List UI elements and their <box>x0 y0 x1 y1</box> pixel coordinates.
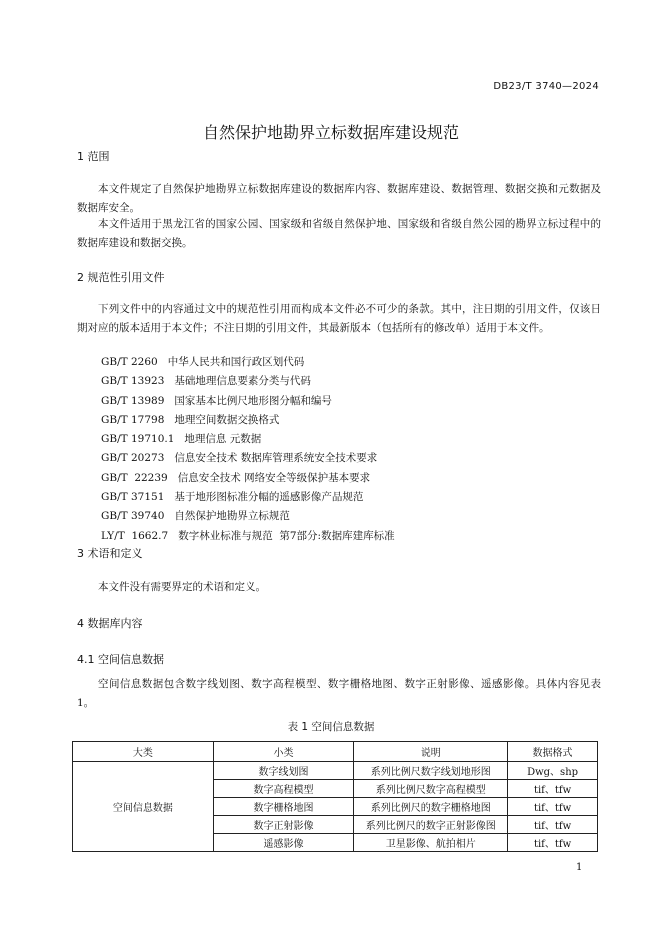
table-caption: 表 1 空间信息数据 <box>287 721 375 733</box>
desc-cell: 系列比例尺数字线划地形图 <box>354 762 508 780</box>
section-4-heading: 4 数据库内容 <box>77 617 143 630</box>
reference-item: GB/T 37151 基于地形图标准分幅的遥感影像产品规范 <box>101 491 364 504</box>
reference-item: GB/T 2260 中华人民共和国行政区划代码 <box>101 356 305 368</box>
format-cell: tif、tfw <box>508 798 598 816</box>
normative-intro: 下列文件中的内容通过文中的规范性引用而构成本文件必不可少的条款。其中，注日期的引用文件，仅该日期对应的版本适用于本文件；不注日期的引用文件，其最新版本（包括所有的修改单）适用于本文件。 <box>77 303 601 334</box>
section-1-heading: 1 范围 <box>77 150 110 163</box>
document-title: 自然保护地勘界立标数据库建设规范 <box>202 123 459 142</box>
reference-item: GB/T 20273 信息安全技术 数据库管理系统安全技术要求 <box>101 452 378 465</box>
scope-paragraph-1: 本文件规定了自然保护地勘界立标数据库建设的数据库内容、数据库建设、数据管理、数据交换和元数据及数据库安全。 <box>77 183 601 214</box>
reference-list <box>101 353 395 546</box>
format-cell: Dwg、shp <box>508 762 598 780</box>
content-paragraph: 空间信息数据包含数字线划图、数字高程模型、数字栅格地图、数字正射影像、遥感影像。具体内容见表 1。 <box>77 678 601 709</box>
header-format: 数据格式 <box>508 742 598 762</box>
format-cell: tif、tfw <box>508 816 598 834</box>
sub-cell: 遥感影像 <box>213 834 354 852</box>
spatial-data-table <box>72 741 598 852</box>
header-category: 大类 <box>73 742 214 762</box>
reference-item: LY/T 1662.7 数字林业标准与规范 第7部分:数据库建库标准 <box>101 529 395 542</box>
sub-cell: 数字正射影像 <box>213 816 354 834</box>
sub-cell: 数字栅格地图 <box>213 798 354 816</box>
reference-item: GB/T 17798 地理空间数据交换格式 <box>101 413 280 426</box>
reference-item: GB/T 13989 国家基本比例尺地形图分幅和编号 <box>101 394 332 407</box>
terms-paragraph: 本文件没有需要界定的术语和定义。 <box>98 581 266 593</box>
header-description: 说明 <box>354 742 508 762</box>
section-3-heading: 3 术语和定义 <box>77 547 143 560</box>
page-number: 1 <box>576 862 583 873</box>
standard-code: DB23/T 3740—2024 <box>493 81 599 92</box>
section-2-heading: 2 规范性引用文件 <box>77 271 165 284</box>
table-header-row <box>73 742 598 762</box>
reference-item: GB/T 22239 信息安全技术 网络安全等级保护基本要求 <box>101 471 371 484</box>
reference-item: GB/T 13923 基础地理信息要素分类与代码 <box>101 375 311 388</box>
scope-paragraph-2: 本文件适用于黑龙江省的国家公园、国家级和省级自然保护地、国家级和省级自然公园的勘界立标过程中的数据库建设和数据交换。 <box>77 218 601 249</box>
desc-cell: 卫星影像、航拍相片 <box>354 834 508 852</box>
desc-cell: 系列比例尺的数字正射影像图 <box>354 816 508 834</box>
sub-cell: 数字线划图 <box>213 762 354 780</box>
group-cell: 空间信息数据 <box>73 762 214 852</box>
reference-item: GB/T 19710.1 地理信息 元数据 <box>101 433 262 446</box>
section-4-1-heading: 4.1 空间信息数据 <box>77 653 164 666</box>
sub-cell: 数字高程模型 <box>213 780 354 798</box>
format-cell: tif、tfw <box>508 780 598 798</box>
table-row <box>73 762 598 780</box>
desc-cell: 系列比例尺的数字栅格地图 <box>354 798 508 816</box>
desc-cell: 系列比例尺数字高程模型 <box>354 780 508 798</box>
header-subcategory: 小类 <box>213 742 354 762</box>
format-cell: tif、tfw <box>508 834 598 852</box>
reference-item: GB/T 39740 自然保护地勘界立标规范 <box>101 510 290 523</box>
